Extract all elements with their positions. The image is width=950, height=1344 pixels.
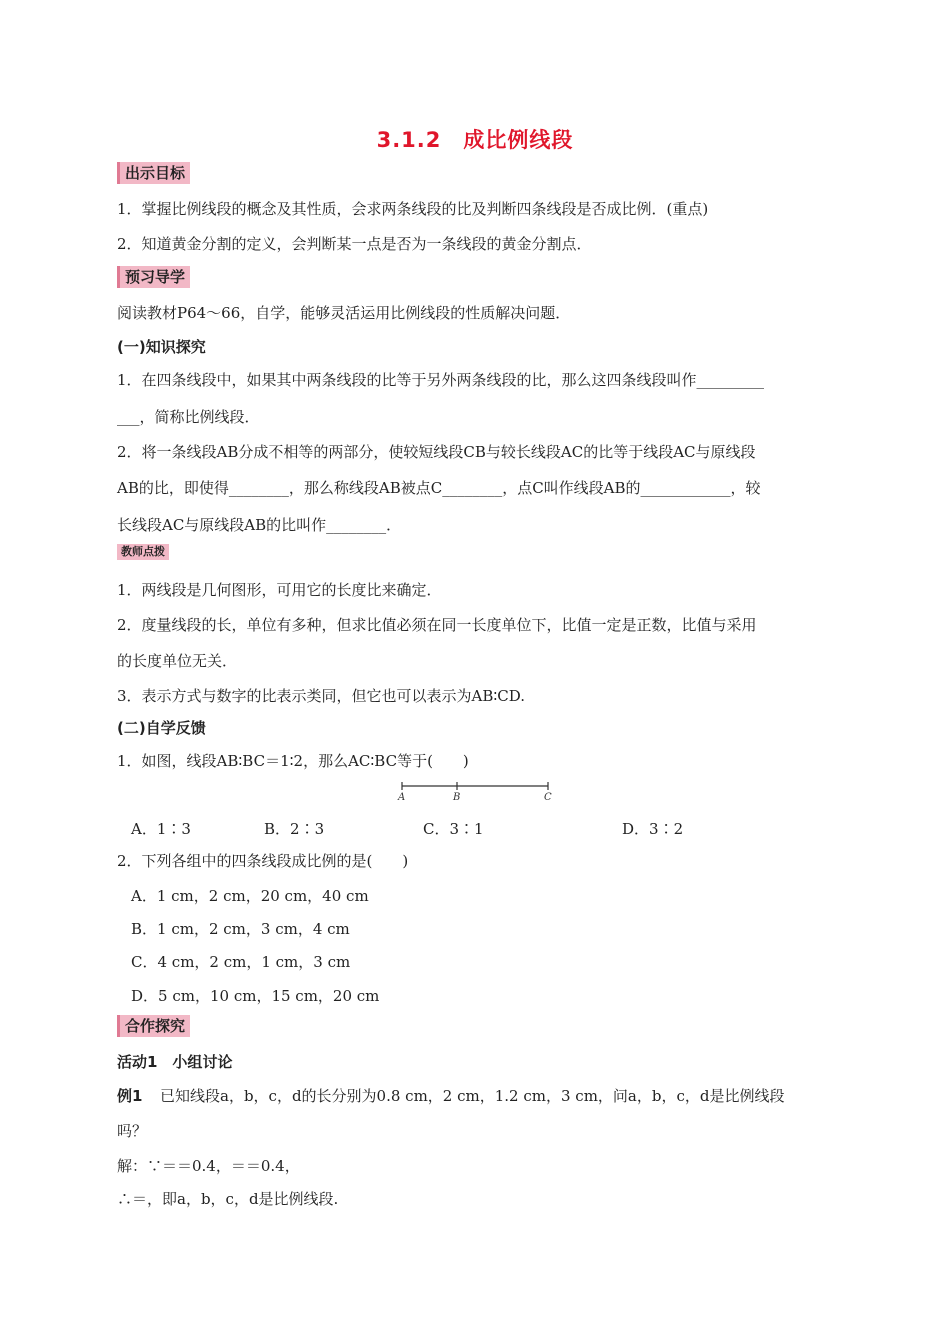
teacher-line-2: 2．度量线段的长，单位有多种，但求比值必须在同一长度单位下，比值一定是正数，比值与采用 <box>117 616 757 634</box>
solution-line-2: ∴＝，即a，b，c，d是比例线段. <box>117 1190 339 1208</box>
section-tag-coop: 合作探究 <box>117 1015 190 1037</box>
example-text-2: 吗？ <box>117 1122 148 1140</box>
goal-line-2: 2．知道黄金分割的定义，会判断某一点是否为一条线段的黄金分割点． <box>117 235 592 253</box>
section-tag-teacher: 教师点拨 <box>117 544 169 560</box>
solution-line-1: 解：∵＝＝0.4，＝＝0.4， <box>117 1157 300 1175</box>
q2-stem: 2．下列各组中的四条线段成比例的是( ) <box>117 852 409 870</box>
label-c: C <box>544 792 552 803</box>
teacher-line-1: 1．两线段是几何图形，可用它的长度比来确定． <box>117 581 442 599</box>
q2-option-a: A．1 cm，2 cm，20 cm，40 cm <box>131 887 369 905</box>
q1-option-b: B．2∶3 <box>264 820 325 838</box>
goal-line-1: 1．掌握比例线段的概念及其性质，会求两条线段的比及判断四条线段是否成比例．(重点) <box>117 200 709 218</box>
part1-line-3: 2．将一条线段AB分成不相等的两部分，使较短线段CB与较长线段AC的比等于线段AC与原线段 <box>117 443 756 461</box>
q2-option-c: C．4 cm，2 cm，1 cm，3 cm <box>131 953 351 971</box>
part1-line-5: 长线段AC与原线段AB的比叫作________． <box>117 516 402 534</box>
q1-option-d: D．3∶2 <box>622 820 684 838</box>
q2-option-b: B．1 cm，2 cm，3 cm，4 cm <box>131 920 350 938</box>
teacher-line-4: 3．表示方式与数字的比表示类同，但它也可以表示为AB∶CD. <box>117 687 526 705</box>
segment-diagram <box>390 778 560 804</box>
q1-stem: 1．如图，线段AB∶BC＝1∶2，那么AC∶BC等于( ) <box>117 752 469 770</box>
part1-heading: (一)知识探究 <box>117 338 206 356</box>
part1-line-4: AB的比，即使得________，那么称线段AB被点C________，点C叫作线段AB的____________，较 <box>117 479 761 497</box>
page-title: 3.1.2 成比例线段 <box>376 128 574 152</box>
q1-option-a: A．1∶3 <box>131 820 191 838</box>
label-a: A <box>398 792 406 803</box>
part1-line-2: ___，简称比例线段． <box>117 408 260 426</box>
label-b: B <box>453 792 461 803</box>
preview-intro: 阅读教材P64～66，自学，能够灵活运用比例线段的性质解决问题． <box>117 304 571 322</box>
activity-heading: 活动1 小组讨论 <box>117 1053 233 1071</box>
q1-option-c: C．3∶1 <box>423 820 484 838</box>
example-text-1: 已知线段a，b，c，d的长分别为0.8 cm，2 cm，1.2 cm，3 cm，问a，b，c，d是比例线段 <box>160 1087 785 1105</box>
example-label: 例1 <box>117 1087 143 1105</box>
section-tag-goals: 出示目标 <box>117 162 190 184</box>
teacher-line-3: 的长度单位无关． <box>117 652 238 670</box>
part2-heading: (二)自学反馈 <box>117 719 206 737</box>
part1-line-1: 1．在四条线段中，如果其中两条线段的比等于另外两条线段的比，那么这四条线段叫作_________ <box>117 371 765 389</box>
q2-option-d: D．5 cm，10 cm，15 cm，20 cm <box>131 987 380 1005</box>
section-tag-preview: 预习导学 <box>117 266 190 288</box>
